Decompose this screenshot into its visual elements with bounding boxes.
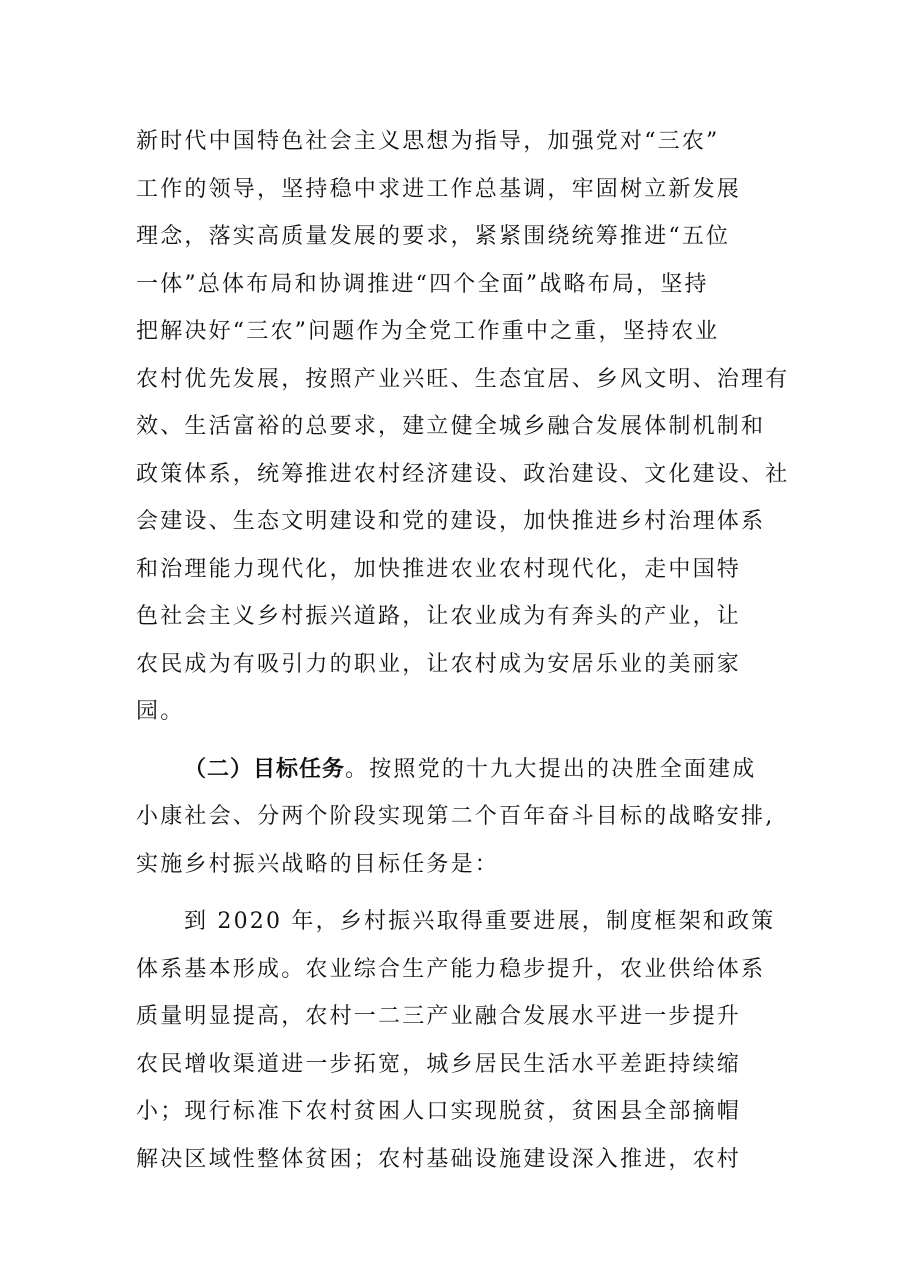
section-heading-line bbox=[136, 746, 776, 794]
section-heading: （二）目标任务 bbox=[184, 756, 346, 782]
paragraph-gap bbox=[136, 736, 776, 746]
text-line: 小；现行标准下农村贫困人口实现脱贫，贫困县全部摘帽 bbox=[136, 1099, 742, 1124]
text-line: 效、生活富裕的总要求，建立健全城乡融合发展体制机制和 bbox=[136, 414, 766, 439]
text-line: 解决区域性整体贫困；农村基础设施建设深入推进，农村 bbox=[136, 1146, 742, 1172]
text-line: 色社会主义乡村振兴道路，让农业成为有奔头的产业，让 bbox=[136, 604, 742, 629]
text-line: 体系基本形成。农业综合生产能力稳步提升，农业供给体系 bbox=[136, 956, 766, 982]
text-line: 农民增收渠道进一步拓宽，城乡居民生活水平差距持续缩 bbox=[136, 1051, 742, 1077]
text-line: 工作的领导，坚持稳中求进工作总基调，牢固树立新发展 bbox=[136, 176, 742, 202]
text-line: 会建设、生态文明建设和党的建设，加快推进乡村治理体系 bbox=[136, 509, 766, 534]
text-line: 农村优先发展，按照产业兴旺、生态宜居、乡风文明、治理有 bbox=[136, 366, 790, 392]
text-line: 和治理能力现代化，加快推进农业农村现代化，走中国特 bbox=[136, 556, 742, 582]
text-line: 小康社会、分两个阶段实现第二个百年奋斗目标的战略安排, bbox=[136, 804, 775, 829]
text-line: 把解决好“三农”问题作为全党工作重中之重，坚持农业 bbox=[136, 319, 720, 344]
text-line: 园。 bbox=[136, 699, 185, 724]
document-body bbox=[136, 118, 790, 1183]
text-line: 新时代中国特色社会主义思想为指导，加强党对“三农” bbox=[136, 129, 720, 154]
text-line: 到 2020 年，乡村振兴取得重要进展，制度框架和政策 bbox=[184, 909, 776, 934]
text-line: 质量明显提高，农村一二三产业融合发展水平进一步提升 bbox=[136, 1004, 742, 1029]
text-line: 实施乡村振兴战略的目标任务是： bbox=[136, 851, 500, 877]
paragraph-gap bbox=[136, 888, 776, 898]
text-line: 农民成为有吸引力的职业，让农村成为安居乐业的美丽家 bbox=[136, 651, 742, 677]
text-line: 理念，落实高质量发展的要求，紧紧围绕统筹推进“五位 bbox=[136, 224, 731, 249]
text-line: 一体”总体布局和协调推进“四个全面”战略布局，坚持 bbox=[136, 271, 709, 297]
text-line: 政策体系，统筹推进农村经济建设、政治建设、文化建设、社 bbox=[136, 461, 790, 487]
section-intro-text: 。按照党的十九大提出的决胜全面建成 bbox=[345, 756, 757, 782]
